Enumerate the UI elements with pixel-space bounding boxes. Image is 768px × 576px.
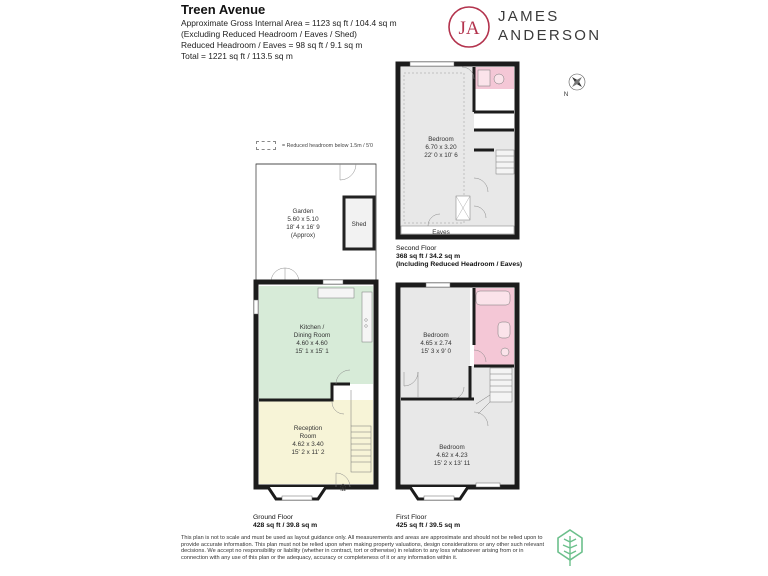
second-floor-name: Second Floor [396, 245, 437, 252]
basin-icon [501, 348, 509, 356]
toilet-icon [498, 322, 510, 338]
first-floor-plan [398, 283, 517, 500]
shed-label: Shed [351, 221, 367, 228]
second-floor-caption [396, 245, 522, 269]
legend-text: = Reduced headroom below 1.5m / 5'0 [282, 143, 373, 149]
first-rear-bedroom-label: Bedroom 4.65 x 2.74 15' 3 x 9' 0 [420, 332, 452, 355]
reception-label: Reception Room 4.62 x 3.40 15' 2 x 11' 2 [291, 425, 325, 456]
brand-name-line1: JAMES [498, 8, 560, 25]
ground-floor-name: Ground Floor [253, 514, 294, 521]
shower-icon [478, 70, 490, 86]
compass-north-label: N [563, 91, 569, 98]
garden-label: Garden 5.60 x 5.10 18' 4 x 16' 9 (Approx) [286, 208, 320, 239]
second-floor-area: 368 sq ft / 34.2 sq m [396, 253, 461, 260]
kitchen-label: Kitchen / Dining Room 4.60 x 4.60 15' 1 x 15' 1 [293, 324, 331, 355]
eaves-label: Eaves [432, 229, 450, 236]
area-line-reduced: Reduced Headroom / Eaves = 98 sq ft / 9.1 sq m [181, 40, 363, 50]
area-line-gia: Approximate Gross Internal Area = 1123 sq ft / 104.4 sq m [181, 18, 397, 28]
second-stairs [496, 150, 514, 174]
area-line-excluding: (Excluding Reduced Headroom / Eaves / Shed) [181, 29, 357, 39]
area-line-total: Total = 1221 sq ft / 113.5 sq m [181, 51, 293, 61]
first-front-bedroom-label: Bedroom 4.62 x 4.23 15' 2 x 13' 11 [433, 444, 471, 467]
kitchen-counter [362, 292, 372, 342]
ground-floor-caption [253, 514, 317, 530]
first-floor-name: First Floor [396, 514, 427, 521]
second-floor-note: (Including Reduced Headroom / Eaves) [396, 261, 523, 268]
leaf-certificate-icon [555, 528, 585, 568]
bath-icon [476, 291, 510, 305]
first-front-bedroom-fill [401, 400, 514, 484]
ground-floor-area: 428 sq ft / 39.8 sq m [253, 522, 318, 529]
first-floor-area: 425 sq ft / 39.5 sq m [396, 522, 461, 529]
second-floor-plan [398, 62, 517, 237]
logo-monogram: JA [458, 18, 480, 39]
compass-icon [569, 74, 585, 90]
disclaimer-text: This plan is not to scale and must be used as layout guidance only. All measurements and areas are approximate and should not be relied upon to provide accurate information. This plan must not be relied upon when making property valuations, design considerations or any other such relevant decisions. We accept no responsibility or liability (whether in contract, tort or otherwise) in relation to any loss whatsoever arising from or in connection with any use of this plan or the adequacy, accuracy or completeness of it or any information within it. [181, 535, 545, 561]
page-title: Treen Avenue [181, 2, 266, 17]
first-floor-caption [396, 514, 460, 530]
second-bedroom-label: Bedroom 6.70 x 3.20 22' 0 x 10' 6 [424, 136, 458, 159]
entrance-label: IN [340, 487, 346, 493]
eaves-zone [401, 226, 514, 234]
brand-name-line2: ANDERSON [498, 27, 602, 44]
